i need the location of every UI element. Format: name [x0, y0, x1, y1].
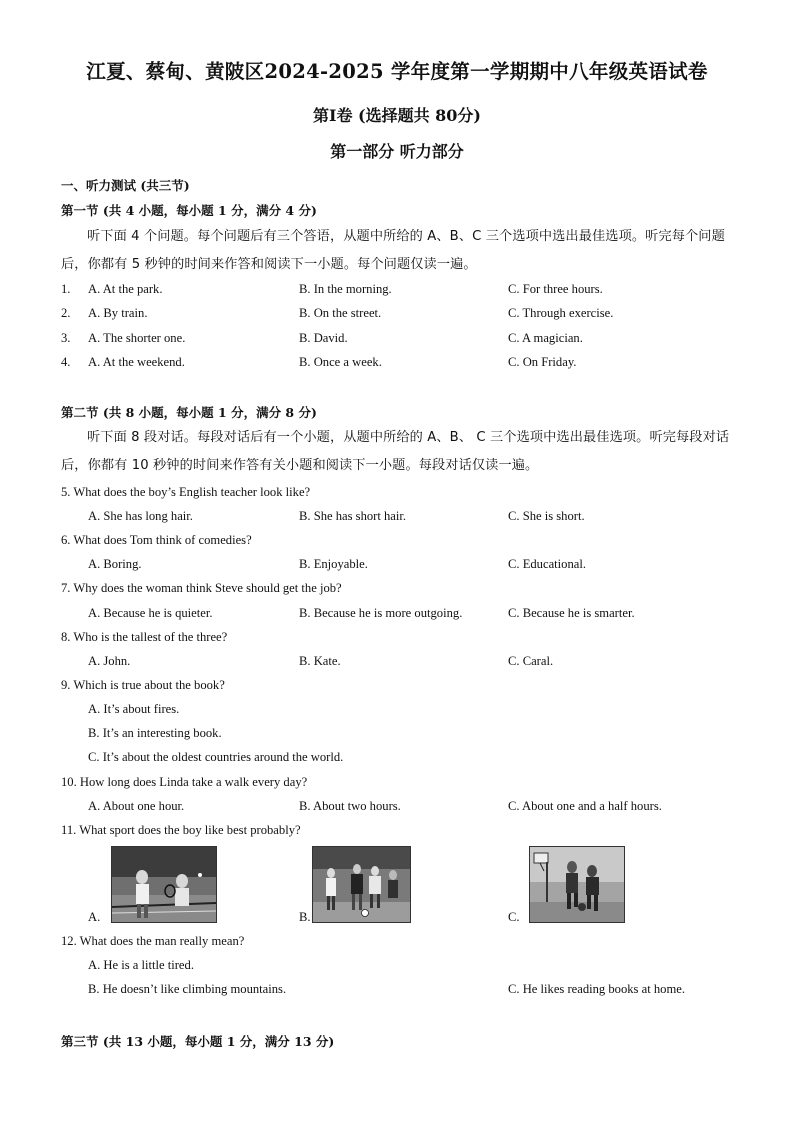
volume-title: 第Ⅰ卷 (选择题共 80分): [312, 106, 482, 125]
question-10: 10. How long does Linda take a walk every day?: [61, 775, 308, 789]
tennis-photo: [111, 846, 217, 923]
option-c: C. For three hours.: [508, 282, 603, 296]
picture-option-c-letter: C.: [508, 910, 520, 924]
question-number: 4.: [61, 355, 71, 369]
option-a: A. About one hour.: [88, 799, 185, 813]
option-b: B. About two hours.: [299, 799, 401, 813]
option-b: B. Once a week.: [299, 355, 382, 369]
section3-heading: 第三节 (共 13 小题，每小题 1 分，满分 13 分): [61, 1034, 335, 1049]
option-c: C. Because he is smarter.: [508, 606, 635, 620]
option-c: C. Caral.: [508, 654, 554, 668]
question-12: 12. What does the man really mean?: [61, 934, 245, 948]
option-c: C. It’s about the oldest countries around the world.: [88, 750, 344, 764]
option-a: A. John.: [88, 654, 131, 668]
option-c: C. About one and a half hours.: [508, 799, 662, 813]
option-b: B. On the street.: [299, 306, 382, 320]
option-b: B. David.: [299, 331, 348, 345]
section1-heading: 第一节 (共 4 小题，每小题 1 分，满分 4 分): [61, 203, 317, 218]
option-b: B. In the morning.: [299, 282, 392, 296]
option-a: A. At the weekend.: [88, 355, 185, 369]
picture-option-b-letter: B.: [299, 910, 311, 924]
question-8: 8. Who is the tallest of the three?: [61, 630, 228, 644]
exam-title: 江夏、蔡甸、黄陂区2024-2025 学年度第一学期期中八年级英语试卷: [86, 60, 708, 83]
section2-heading: 第二节 (共 8 小题，每小题 1 分，满分 8 分): [61, 405, 317, 420]
question-9: 9. Which is true about the book?: [61, 678, 225, 692]
option-a: A. He is a little tired.: [88, 958, 194, 972]
option-a: A. Boring.: [88, 557, 142, 571]
picture-option-a-letter: A.: [88, 910, 101, 924]
question-11: 11. What sport does the boy like best probably?: [61, 823, 301, 837]
section1-instructions: 听下面 4 个问题。每个问题后有三个答语，从题中所给的 A、B、C 三个选项中选出最佳选项。听完每个问题后，你都有 5 秒钟的时间来作答和阅读下一小题。每个问题仅读一遍。: [61, 229, 725, 272]
question-7: 7. Why does the woman think Steve should get the job?: [61, 581, 342, 595]
part-title: 第一部分 听力部分: [330, 142, 464, 161]
option-a: A. At the park.: [88, 282, 163, 296]
option-a: A. By train.: [88, 306, 148, 320]
option-b: B. Because he is more outgoing.: [299, 606, 463, 620]
option-b: B. It’s an interesting book.: [88, 726, 222, 740]
option-a: A. Because he is quieter.: [88, 606, 213, 620]
option-b: B. Kate.: [299, 654, 341, 668]
option-b: B. He doesn’t like climbing mountains.: [88, 982, 287, 996]
option-a: A. The shorter one.: [88, 331, 186, 345]
basketball-photo: [529, 846, 625, 923]
question-5: 5. What does the boy’s English teacher look like?: [61, 485, 311, 499]
option-c: C. She is short.: [508, 509, 585, 523]
question-6: 6. What does Tom think of comedies?: [61, 533, 252, 547]
option-c: C. He likes reading books at home.: [508, 982, 685, 996]
question-number: 2.: [61, 306, 71, 320]
question-number: 1.: [61, 282, 71, 296]
section-main-heading: 一、听力测试 (共三节): [61, 178, 190, 193]
section2-instructions: 听下面 8 段对话。每段对话后有一个小题，从题中所给的 A、B、 C 三个选项中选出最佳选项。听完每段对话后，你都有 10 秒钟的时间来作答有关小题和阅读下一小题。每段对话仅读一遍。: [61, 430, 730, 473]
option-c: C. On Friday.: [508, 355, 577, 369]
option-c: C. Educational.: [508, 557, 586, 571]
option-a: A. She has long hair.: [88, 509, 193, 523]
option-a: A. It’s about fires.: [88, 702, 180, 716]
question-number: 3.: [61, 331, 71, 345]
option-c: C. A magician.: [508, 331, 583, 345]
option-c: C. Through exercise.: [508, 306, 614, 320]
option-b: B. Enjoyable.: [299, 557, 368, 571]
soccer-photo: [312, 846, 411, 923]
option-b: B. She has short hair.: [299, 509, 407, 523]
